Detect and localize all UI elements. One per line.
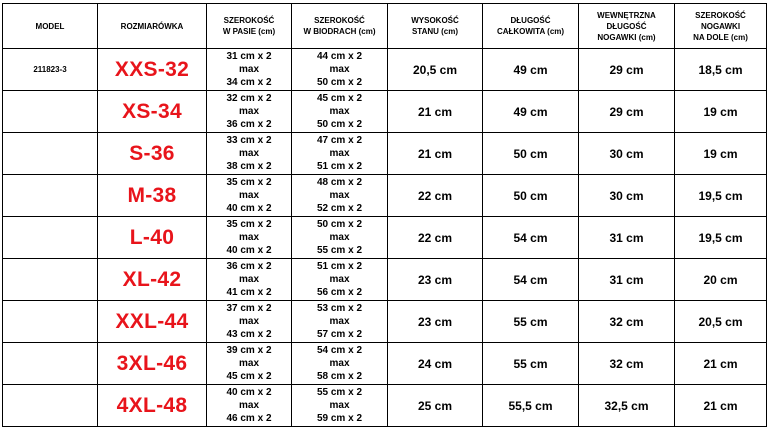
size-cell: 3XL-46 — [98, 343, 207, 385]
waist-cell — [207, 49, 292, 91]
hips-cell — [292, 91, 388, 133]
inseam-cell: 29 cm — [579, 91, 675, 133]
waist-cell — [207, 259, 292, 301]
hips-line: 47 cm x 2 — [316, 135, 363, 146]
leg-cell: 19,5 cm — [675, 217, 767, 259]
table-row — [3, 49, 767, 91]
table-row — [3, 259, 767, 301]
header-row — [3, 4, 767, 49]
size-cell: M-38 — [98, 175, 207, 217]
length-cell: 55,5 cm — [483, 385, 579, 427]
length-cell: 49 cm — [483, 49, 579, 91]
hips-line: 50 cm x 2 — [316, 119, 363, 130]
hips-line: max — [329, 148, 350, 159]
length-cell: 54 cm — [483, 259, 579, 301]
hips-line: 51 cm x 2 — [316, 261, 363, 272]
rise-cell: 23 cm — [388, 259, 483, 301]
rise-cell: 24 cm — [388, 343, 483, 385]
waist-line: 46 cm x 2 — [226, 413, 272, 424]
waist-cell — [207, 91, 292, 133]
size-cell: 4XL-48 — [98, 385, 207, 427]
waist-line: 45 cm x 2 — [226, 371, 272, 382]
waist-line: 33 cm x 2 — [226, 135, 272, 146]
waist-cell — [207, 385, 292, 427]
hips-cell — [292, 175, 388, 217]
size-cell: XL-42 — [98, 259, 207, 301]
hips-cell — [292, 385, 388, 427]
hips-line: 50 cm x 2 — [316, 77, 363, 88]
model-cell — [3, 343, 98, 385]
waist-cell — [207, 301, 292, 343]
hips-line: max — [329, 64, 350, 75]
leg-cell: 18,5 cm — [675, 49, 767, 91]
model-cell: 211823-3 — [3, 49, 98, 91]
inseam-cell: 32 cm — [579, 343, 675, 385]
hips-line: 51 cm x 2 — [316, 161, 363, 172]
rise-cell: 20,5 cm — [388, 49, 483, 91]
hips-line: max — [329, 400, 350, 411]
length-cell: 50 cm — [483, 133, 579, 175]
hips-line: max — [329, 358, 350, 369]
waist-line: 38 cm x 2 — [226, 161, 272, 172]
waist-line: 35 cm x 2 — [226, 177, 272, 188]
waist-cell — [207, 133, 292, 175]
inseam-cell: 31 cm — [579, 217, 675, 259]
model-cell — [3, 217, 98, 259]
hips-line: 45 cm x 2 — [316, 93, 363, 104]
model-cell — [3, 301, 98, 343]
table-row — [3, 133, 767, 175]
hips-line: max — [329, 274, 350, 285]
waist-line: max — [238, 106, 259, 117]
waist-line: 32 cm x 2 — [226, 93, 272, 104]
length-cell: 50 cm — [483, 175, 579, 217]
inseam-cell: 30 cm — [579, 175, 675, 217]
hips-cell — [292, 49, 388, 91]
waist-line: 40 cm x 2 — [226, 245, 272, 256]
table-row — [3, 217, 767, 259]
header-waist: SZEROKOŚĆ W PASIE (cm) — [207, 4, 292, 49]
waist-line: 36 cm x 2 — [226, 119, 272, 130]
waist-line: max — [238, 148, 259, 159]
size-cell: S-36 — [98, 133, 207, 175]
model-cell — [3, 385, 98, 427]
header-hips: SZEROKOŚĆ W BIODRACH (cm) — [292, 4, 388, 49]
inseam-cell: 32 cm — [579, 301, 675, 343]
length-cell: 55 cm — [483, 301, 579, 343]
waist-line: 40 cm x 2 — [226, 387, 272, 398]
header-model: MODEL — [3, 4, 98, 49]
waist-line: max — [238, 190, 259, 201]
waist-line: 35 cm x 2 — [226, 219, 272, 230]
size-cell: XXL-44 — [98, 301, 207, 343]
leg-cell: 20 cm — [675, 259, 767, 301]
hips-cell — [292, 217, 388, 259]
waist-cell — [207, 175, 292, 217]
hips-line: 50 cm x 2 — [316, 219, 363, 230]
waist-line: max — [238, 64, 259, 75]
rise-cell: 22 cm — [388, 175, 483, 217]
waist-line: max — [238, 232, 259, 243]
hips-line: 54 cm x 2 — [316, 345, 363, 356]
header-leg-width: SZEROKOŚĆ NOGAWKI NA DOLE (cm) — [675, 4, 767, 49]
waist-line: 34 cm x 2 — [226, 77, 272, 88]
leg-cell: 19 cm — [675, 133, 767, 175]
model-cell — [3, 133, 98, 175]
waist-line: max — [238, 400, 259, 411]
waist-line: max — [238, 316, 259, 327]
hips-cell — [292, 343, 388, 385]
hips-line: 52 cm x 2 — [316, 203, 363, 214]
model-cell — [3, 91, 98, 133]
hips-line: 56 cm x 2 — [316, 287, 363, 298]
size-chart — [2, 3, 767, 427]
leg-cell: 20,5 cm — [675, 301, 767, 343]
leg-cell: 19 cm — [675, 91, 767, 133]
table-row — [3, 91, 767, 133]
inseam-cell: 31 cm — [579, 259, 675, 301]
size-cell: XS-34 — [98, 91, 207, 133]
waist-line: 39 cm x 2 — [226, 345, 272, 356]
table-row — [3, 175, 767, 217]
waist-line: 40 cm x 2 — [226, 203, 272, 214]
hips-line: 44 cm x 2 — [316, 51, 363, 62]
model-cell — [3, 175, 98, 217]
inseam-cell: 32,5 cm — [579, 385, 675, 427]
table-row — [3, 301, 767, 343]
hips-line: 57 cm x 2 — [316, 329, 363, 340]
hips-line: max — [329, 316, 350, 327]
waist-line: 31 cm x 2 — [226, 51, 272, 62]
hips-line: 48 cm x 2 — [316, 177, 363, 188]
size-cell: XXS-32 — [98, 49, 207, 91]
hips-line: 55 cm x 2 — [316, 245, 363, 256]
header-inseam: WEWNĘTRZNA DŁUGOŚĆ NOGAWKI (cm) — [579, 4, 675, 49]
hips-line: 53 cm x 2 — [316, 303, 363, 314]
hips-line: 55 cm x 2 — [316, 387, 363, 398]
size-table — [2, 3, 767, 427]
waist-line: max — [238, 274, 259, 285]
header-rise: WYSOKOŚĆ STANU (cm) — [388, 4, 483, 49]
inseam-cell: 30 cm — [579, 133, 675, 175]
header-length: DŁUGOŚĆ CAŁKOWITA (cm) — [483, 4, 579, 49]
waist-cell — [207, 217, 292, 259]
size-cell: L-40 — [98, 217, 207, 259]
length-cell: 49 cm — [483, 91, 579, 133]
length-cell: 54 cm — [483, 217, 579, 259]
rise-cell: 21 cm — [388, 133, 483, 175]
waist-cell — [207, 343, 292, 385]
rise-cell: 23 cm — [388, 301, 483, 343]
hips-line: 59 cm x 2 — [316, 413, 363, 424]
model-cell — [3, 259, 98, 301]
hips-line: max — [329, 106, 350, 117]
waist-line: 43 cm x 2 — [226, 329, 272, 340]
hips-cell — [292, 259, 388, 301]
header-size: ROZMIARÓWKA — [98, 4, 207, 49]
leg-cell: 21 cm — [675, 343, 767, 385]
table-row — [3, 343, 767, 385]
hips-line: 58 cm x 2 — [316, 371, 363, 382]
waist-line: 37 cm x 2 — [226, 303, 272, 314]
hips-line: max — [329, 232, 350, 243]
leg-cell: 21 cm — [675, 385, 767, 427]
waist-line: max — [238, 358, 259, 369]
rise-cell: 21 cm — [388, 91, 483, 133]
rise-cell: 25 cm — [388, 385, 483, 427]
hips-cell — [292, 301, 388, 343]
hips-line: max — [329, 190, 350, 201]
table-row — [3, 385, 767, 427]
leg-cell: 19,5 cm — [675, 175, 767, 217]
waist-line: 36 cm x 2 — [226, 261, 272, 272]
waist-line: 41 cm x 2 — [226, 287, 272, 298]
inseam-cell: 29 cm — [579, 49, 675, 91]
length-cell: 55 cm — [483, 343, 579, 385]
hips-cell — [292, 133, 388, 175]
rise-cell: 22 cm — [388, 217, 483, 259]
